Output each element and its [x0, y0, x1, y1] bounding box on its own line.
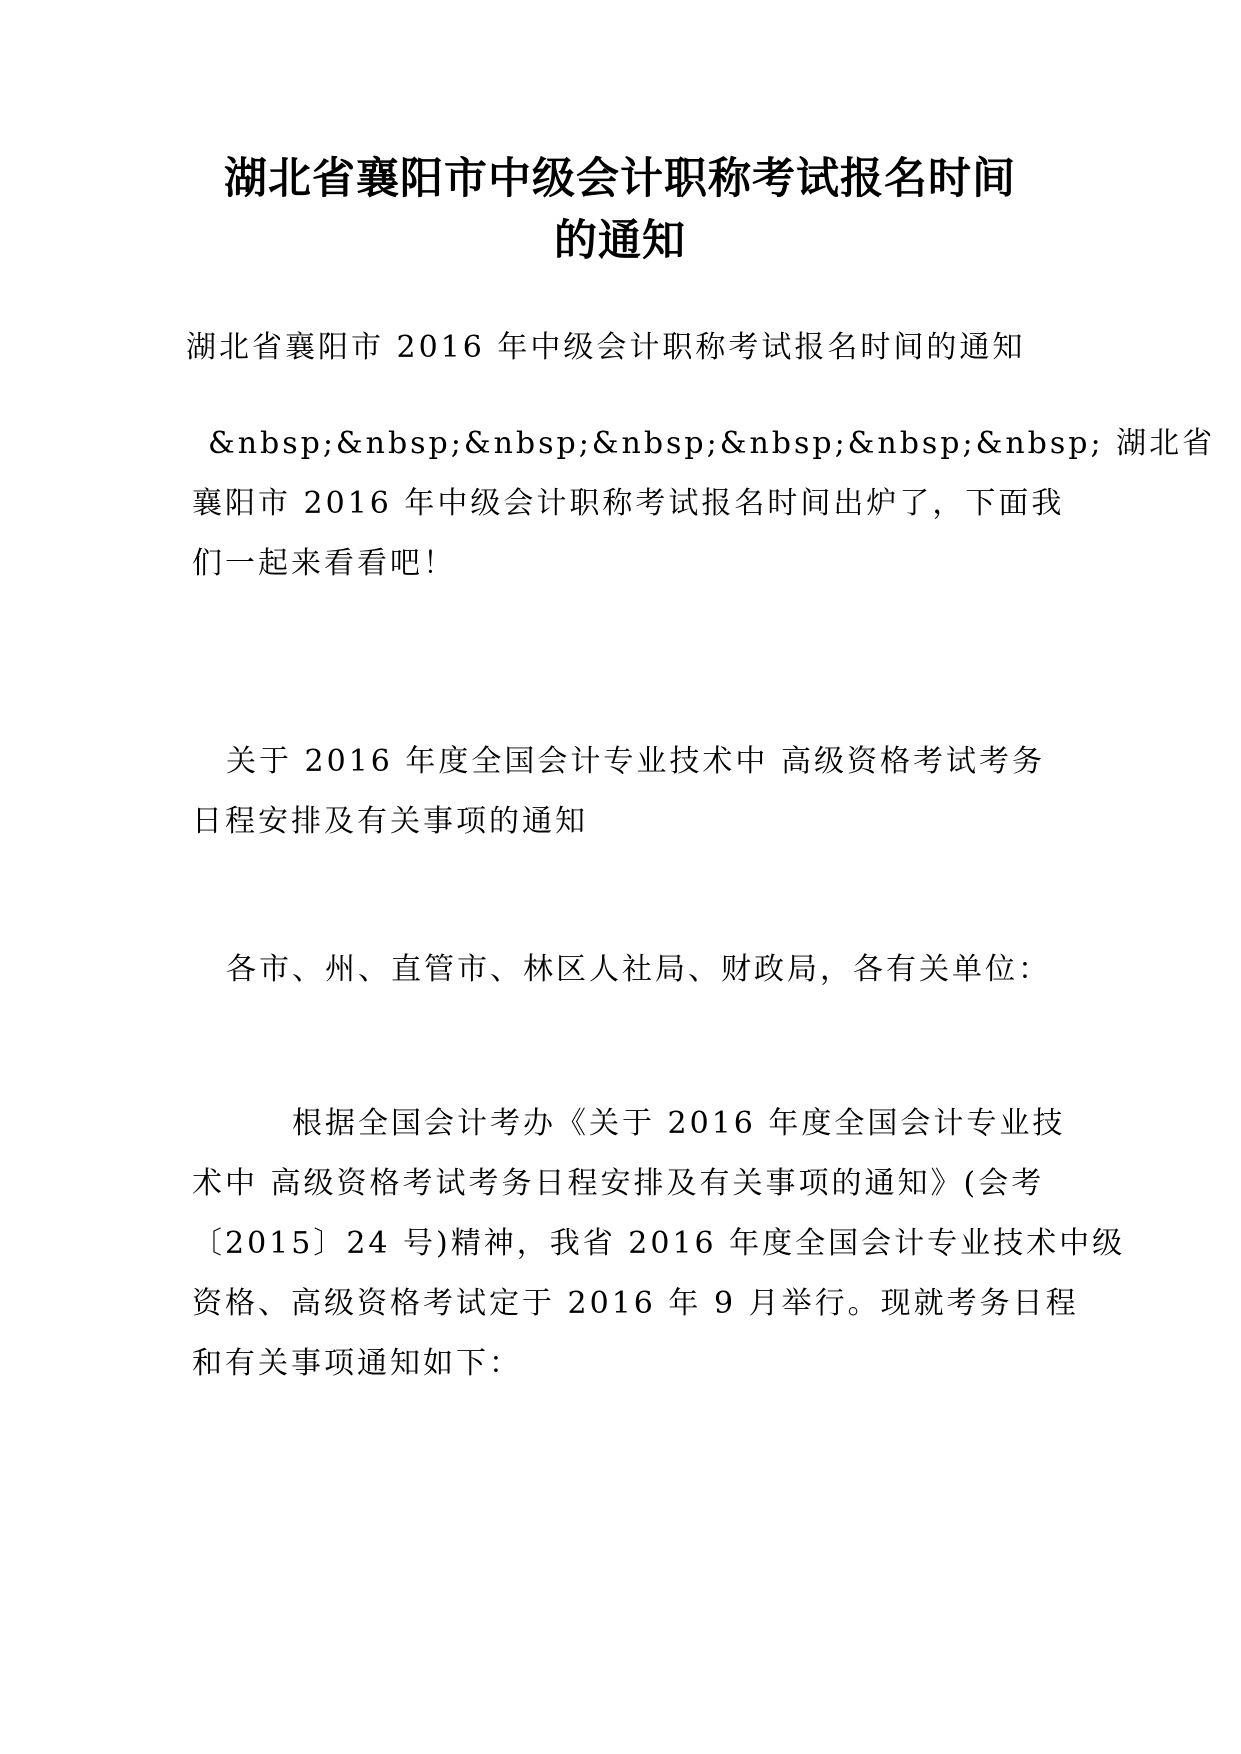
intro-line: 们一起来看看吧！: [192, 546, 456, 581]
body-paragraph: [192, 1094, 1126, 1394]
body-line: 〔2015〕24 号)精神，我省 2016 年度全国会计专业技术中级: [192, 1226, 1126, 1261]
intro-line: &nbsp;&nbsp;&nbsp;&nbsp;&nbsp;&nbsp;&nbsp; 湖北省: [208, 426, 1216, 461]
notice-title-line: 日程安排及有关事项的通知: [192, 804, 588, 839]
intro-paragraph: [192, 414, 1216, 594]
addressee-line: [192, 940, 1054, 1000]
intro-line: 襄阳市 2016 年中级会计职称考试报名时间出炉了，下面我: [192, 486, 1065, 521]
notice-title: [192, 732, 1054, 852]
notice-title-line: 关于 2016 年度全国会计专业技术中 高级资格考试考务: [226, 744, 1045, 779]
body-line: 根据全国会计考办《关于 2016 年度全国会计专业技: [292, 1106, 1066, 1141]
body-line: 和有关事项通知如下：: [192, 1346, 522, 1381]
document-subtitle: [186, 318, 1048, 378]
title-line: 湖北省襄阳市中级会计职称考试报名时间: [224, 154, 1016, 204]
body-line: 术中 高级资格考试考务日程安排及有关事项的通知》(会考: [192, 1166, 1045, 1201]
subtitle-line: 湖北省襄阳市 2016 年中级会计职称考试报名时间的通知: [186, 330, 1026, 365]
document-title: [190, 148, 1050, 272]
body-line: 资格、高级资格考试定于 2016 年 9 月举行。现就考务日程: [192, 1286, 1079, 1321]
title-line: 的通知: [554, 216, 686, 266]
addressee-text: 各市、州、直管市、林区人社局、财政局，各有关单位：: [226, 952, 1051, 987]
